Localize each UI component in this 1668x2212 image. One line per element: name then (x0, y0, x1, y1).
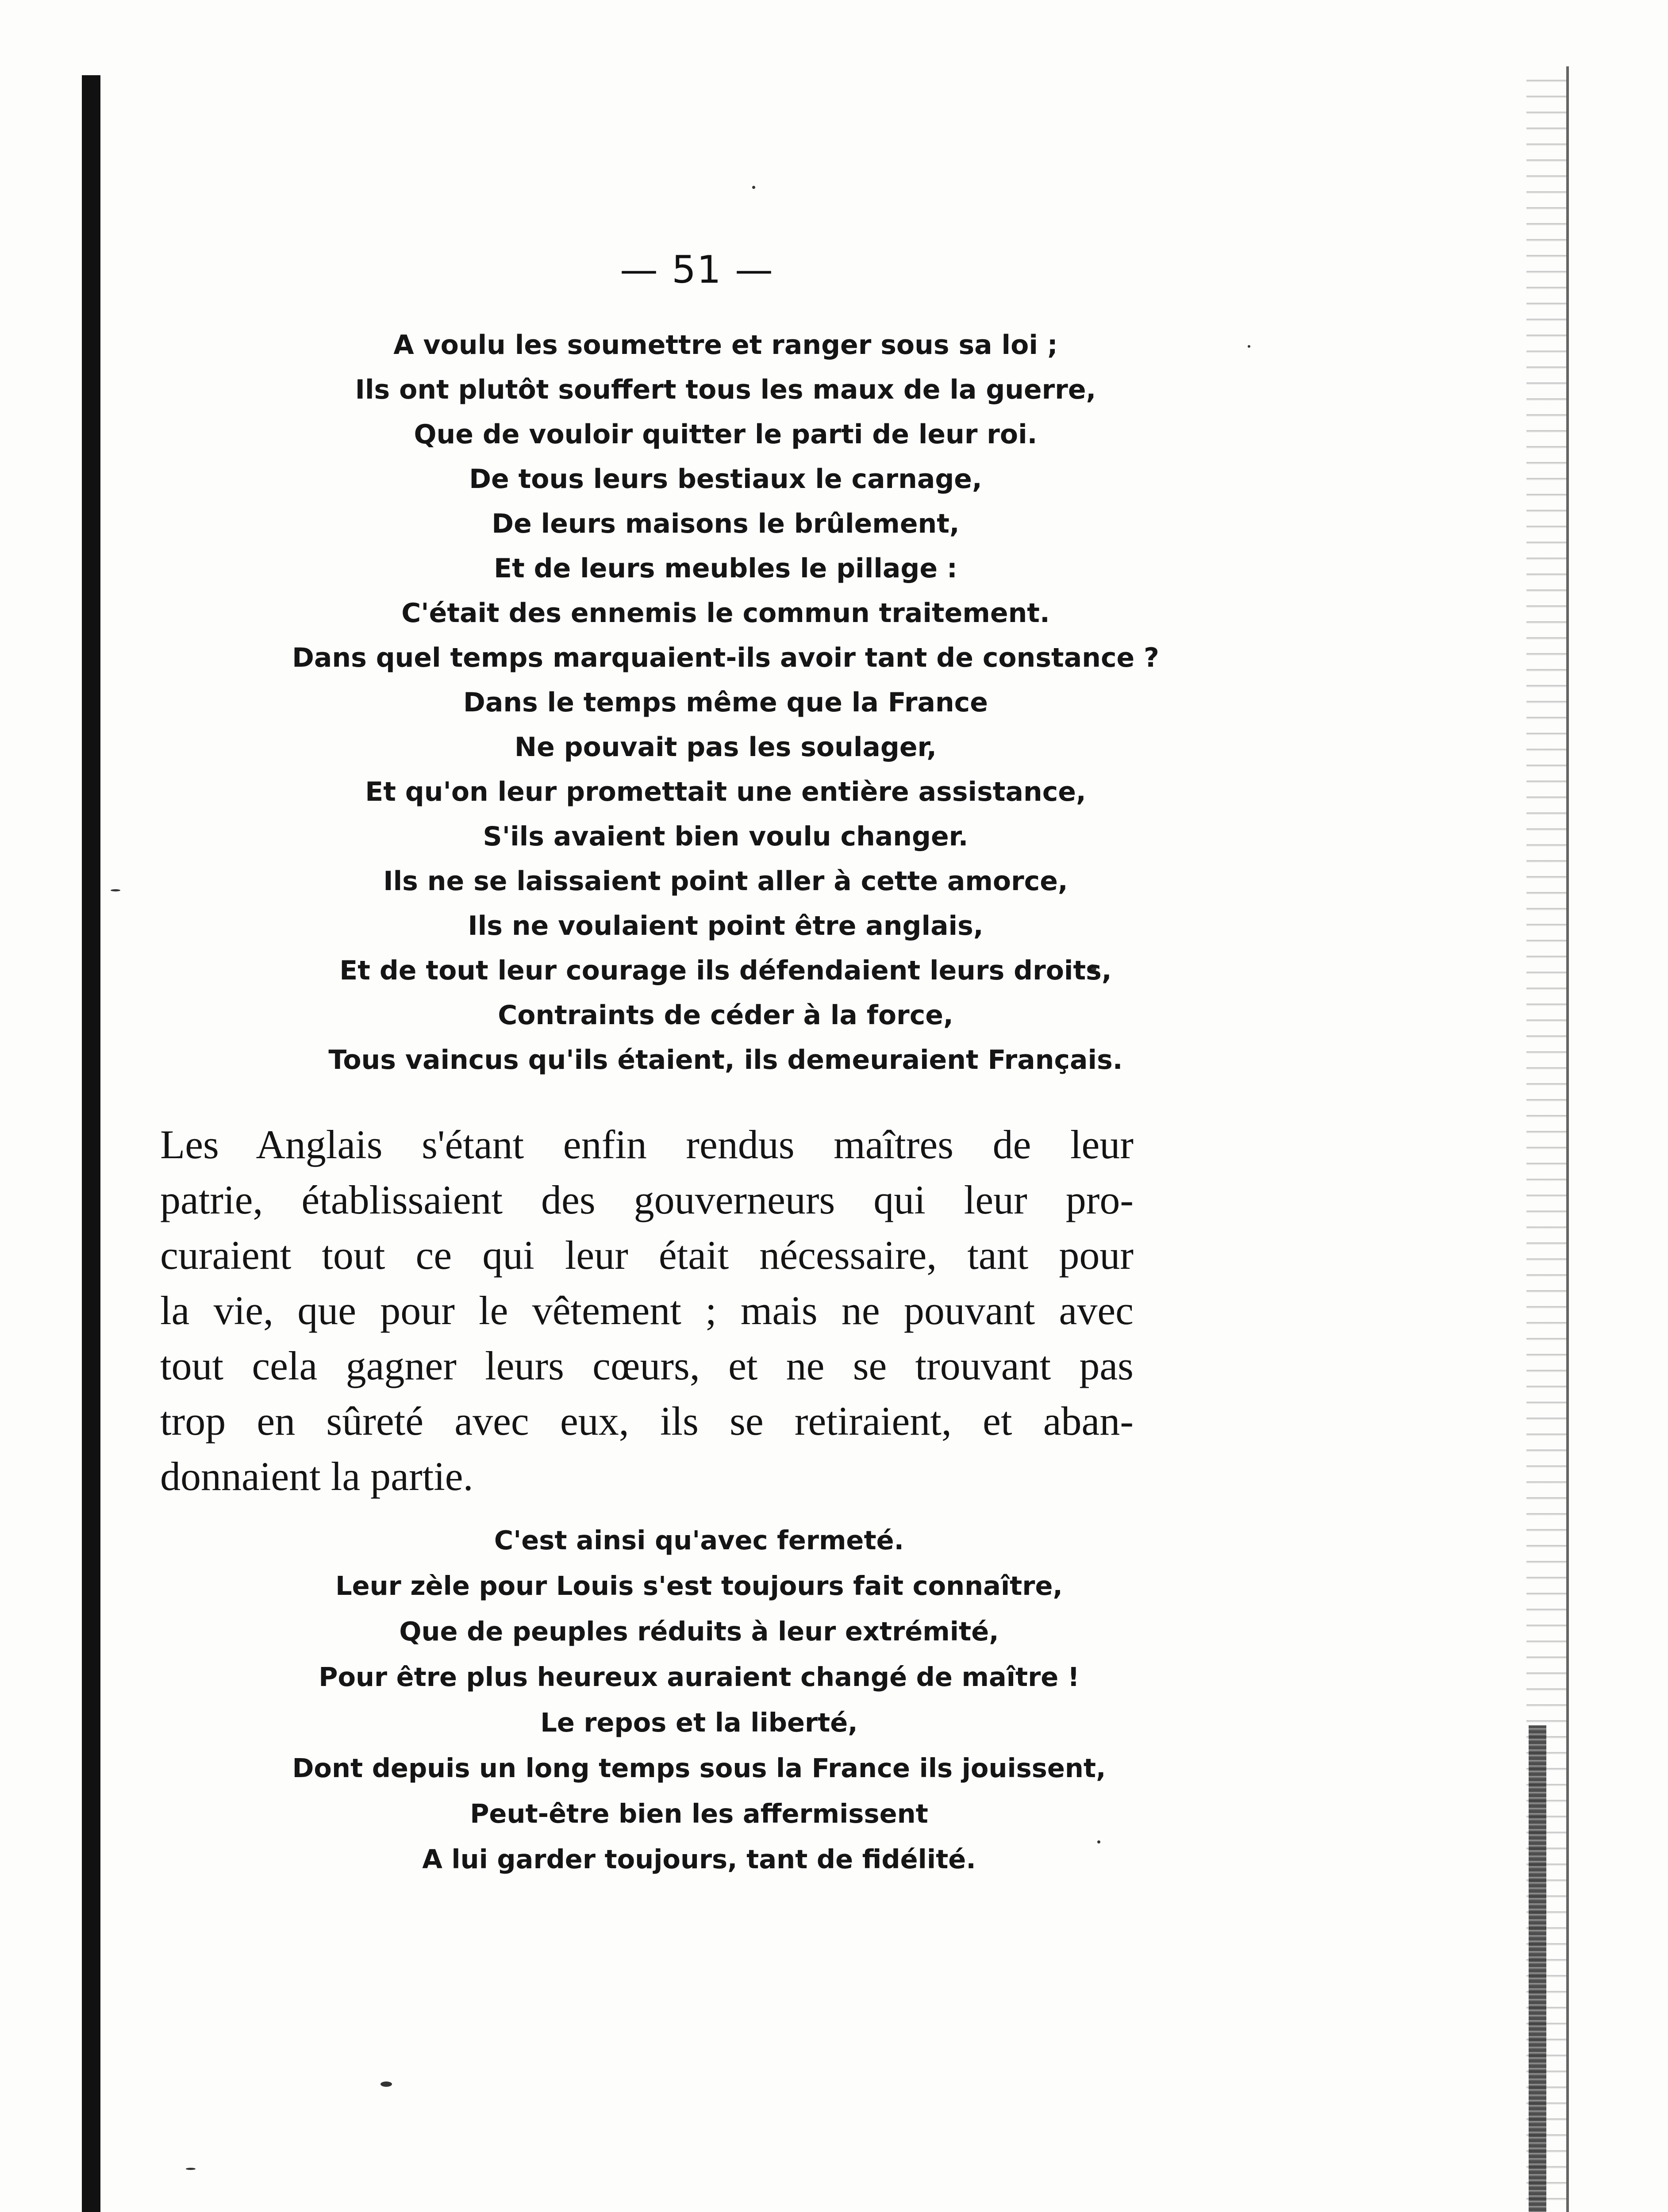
prose-line: donnaient la partie. (160, 1454, 473, 1499)
ink-speck (380, 2081, 392, 2087)
prose-line: Les Anglais s'étant enfin rendus maîtres de leur (160, 1122, 1134, 1167)
verse-line: Ils ne se laissaient point aller à cette amorce, (383, 866, 1068, 897)
page-edge-shadow (1529, 1725, 1546, 2212)
verse-line: Ils ont plutôt souffert tous les maux de la guerre, (355, 374, 1096, 405)
verse-stanza-bottom (150, 1517, 1248, 1882)
binding-shadow (82, 75, 100, 2212)
verse-line: Ne pouvait pas les soulager, (514, 732, 937, 763)
verse-line: C'est ainsi qu'avec fermeté. (494, 1525, 904, 1555)
verse-line: S'ils avaient bien voulu changer. (483, 821, 969, 852)
prose-line: patrie, établissaient des gouverneurs qui leur pro- (160, 1177, 1134, 1222)
verse-line: Le repos et la liberté, (540, 1707, 858, 1738)
verse-line: Que de peuples réduits à leur extrémité, (399, 1616, 999, 1647)
verse-line: De tous leurs bestiaux le carnage, (469, 464, 982, 495)
prose-paragraph (160, 1117, 1134, 1504)
page-number: — 51 — (619, 248, 774, 292)
verse-line: Et de tout leur courage ils défendaient leurs droits, (339, 955, 1112, 986)
verse-line: Dans le temps même que la France (463, 687, 988, 718)
verse-line: De leurs maisons le brûlement, (492, 508, 960, 539)
prose-line: la vie, que pour le vêtement ; mais ne pouvant avec (160, 1288, 1134, 1333)
verse-line: Ils ne voulaient point être anglais, (468, 910, 984, 941)
verse-line: Et de leurs meubles le pillage : (494, 553, 957, 584)
verse-line: Dont depuis un long temps sous la France ils jouissent, (292, 1753, 1106, 1783)
verse-line: Tous vaincus qu'ils étaient, ils demeuraient Français. (328, 1045, 1123, 1075)
prose-line: tout cela gagner leurs cœurs, et ne se trouvant pas (160, 1343, 1134, 1388)
ink-speck (752, 186, 755, 189)
verse-line: Que de vouloir quitter le parti de leur roi. (414, 419, 1038, 450)
verse-line: Contraints de céder à la force, (498, 1000, 953, 1031)
verse-line: C'était des ennemis le commun traitement. (401, 598, 1050, 629)
verse-line: Pour être plus heureux auraient changé de maître ! (319, 1662, 1080, 1692)
verse-line: Dans quel temps marquaient-ils avoir tant de constance ? (292, 642, 1159, 673)
verse-line: Et qu'on leur promettait une entière assistance, (365, 776, 1086, 807)
prose-line: trop en sûreté avec eux, ils se retiraient, et aban- (160, 1398, 1134, 1444)
ink-speck (111, 889, 120, 891)
verse-line: Leur zèle pour Louis s'est toujours fait connaître, (335, 1571, 1063, 1601)
ink-speck (186, 2168, 196, 2170)
verse-line: A voulu les soumettre et ranger sous sa loi ; (393, 330, 1058, 361)
prose-line: curaient tout ce qui leur était nécessaire, tant pour (160, 1233, 1134, 1278)
verse-stanza-top (168, 323, 1283, 1083)
verse-line: A lui garder toujours, tant de fidélité. (422, 1844, 976, 1874)
verse-line: Peut-être bien les affermissent (470, 1798, 928, 1829)
